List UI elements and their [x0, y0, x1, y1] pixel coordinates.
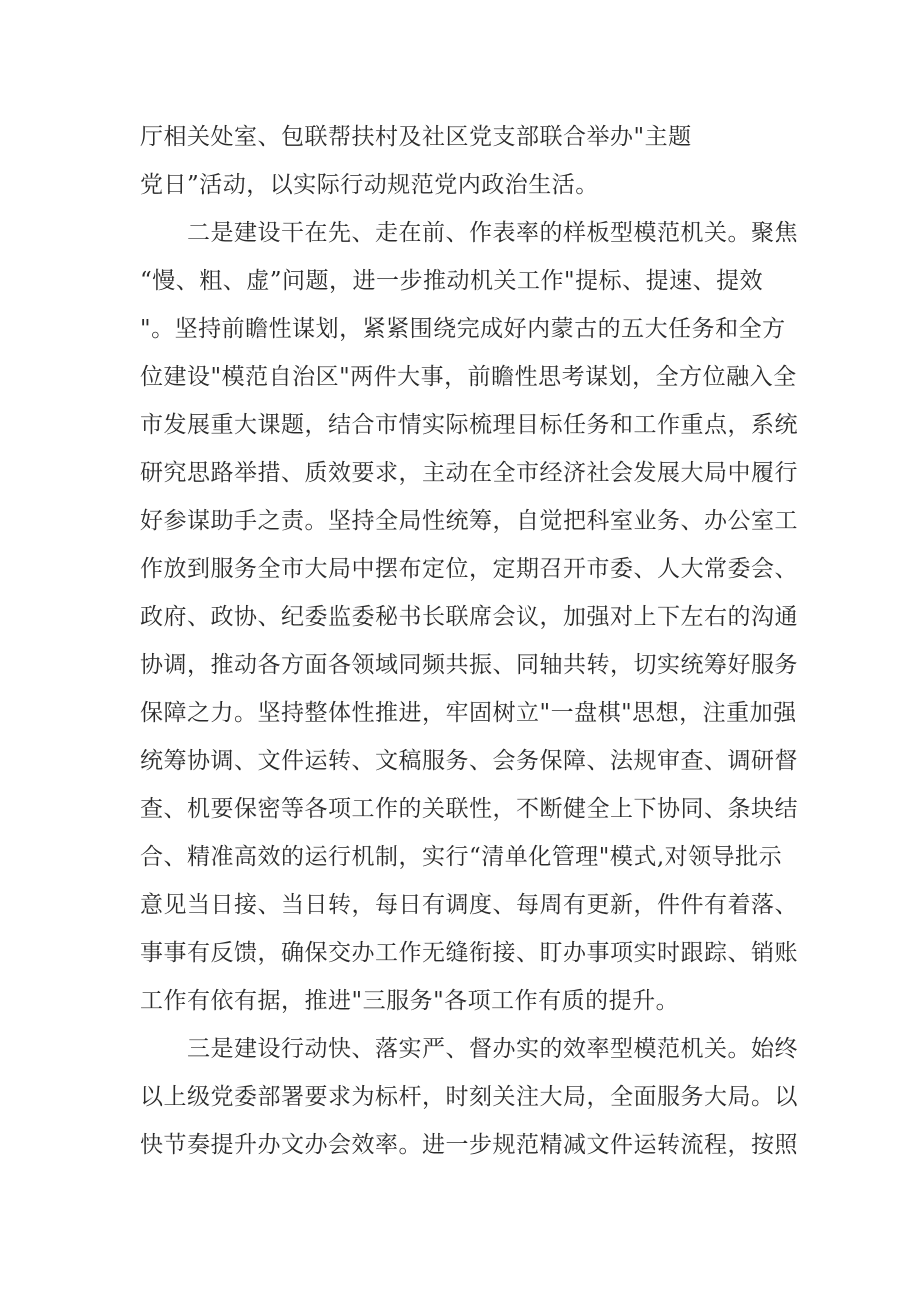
text-line: 市发展重大课题，结合市情实际梳理目标任务和工作重点，系统 — [140, 412, 798, 438]
text-line: 以上级党委部署要求为标杆，时刻关注大局，全面服务大局。以 — [140, 1084, 798, 1110]
text-line: “慢、粗、虚”问题，进一步推动机关工作"提标、提速、提效 — [140, 268, 764, 294]
text-line: 党日”活动，以实际行动规范党内政治生活。 — [140, 172, 599, 198]
paragraph-start-line: 二是建设干在先、走在前、作表率的样板型模范机关。聚焦 — [187, 220, 798, 246]
paragraph-start-line: 三是建设行动快、落实严、督办实的效率型模范机关。始终 — [187, 1036, 798, 1062]
text-line: 工作有依有据，推进"三服务"各项工作有质的提升。 — [140, 988, 680, 1014]
text-line: 好参谋助手之责。坚持全局性统筹，自觉把科室业务、办公室工 — [140, 508, 798, 534]
text-line: 统筹协调、文件运转、文稿服务、会务保障、法规审查、调研督 — [140, 748, 798, 774]
text-line: 厅相关处室、包联帮扶村及社区党支部联合举办"主题 — [140, 124, 692, 150]
text-line: 查、机要保密等各项工作的关联性，不断健全上下协同、条块结 — [140, 796, 798, 822]
text-line: 协调，推动各方面各领域同频共振、同轴共转，切实统筹好服务 — [140, 652, 798, 678]
text-line: 合、精准高效的运行机制，实行“清单化管理"模式,对领导批示 — [140, 844, 783, 870]
text-line: 事事有反馈，确保交办工作无缝衔接、盯办事项实时跟踪、销账 — [140, 940, 798, 966]
text-line: 政府、政协、纪委监委秘书长联席会议，加强对上下左右的沟通 — [140, 604, 798, 630]
text-line: 位建设"模范自治区"两件大事，前瞻性思考谋划，全方位融入全 — [140, 364, 797, 390]
text-line: "。坚持前瞻性谋划，紧紧围绕完成好内蒙古的五大任务和全方 — [140, 316, 786, 342]
text-line: 作放到服务全市大局中摆布定位，定期召开市委、人大常委会、 — [140, 556, 798, 582]
text-line: 研究思路举措、质效要求，主动在全市经济社会发展大局中履行 — [140, 460, 798, 486]
text-line: 保障之力。坚持整体性推进，牢固树立"一盘棋"思想，注重加强 — [140, 700, 797, 726]
text-line: 意见当日接、当日转，每日有调度、每周有更新，件件有着落、 — [140, 892, 798, 918]
text-line: 快节奏提升办文办会效率。进一步规范精减文件运转流程，按照 — [140, 1132, 798, 1158]
